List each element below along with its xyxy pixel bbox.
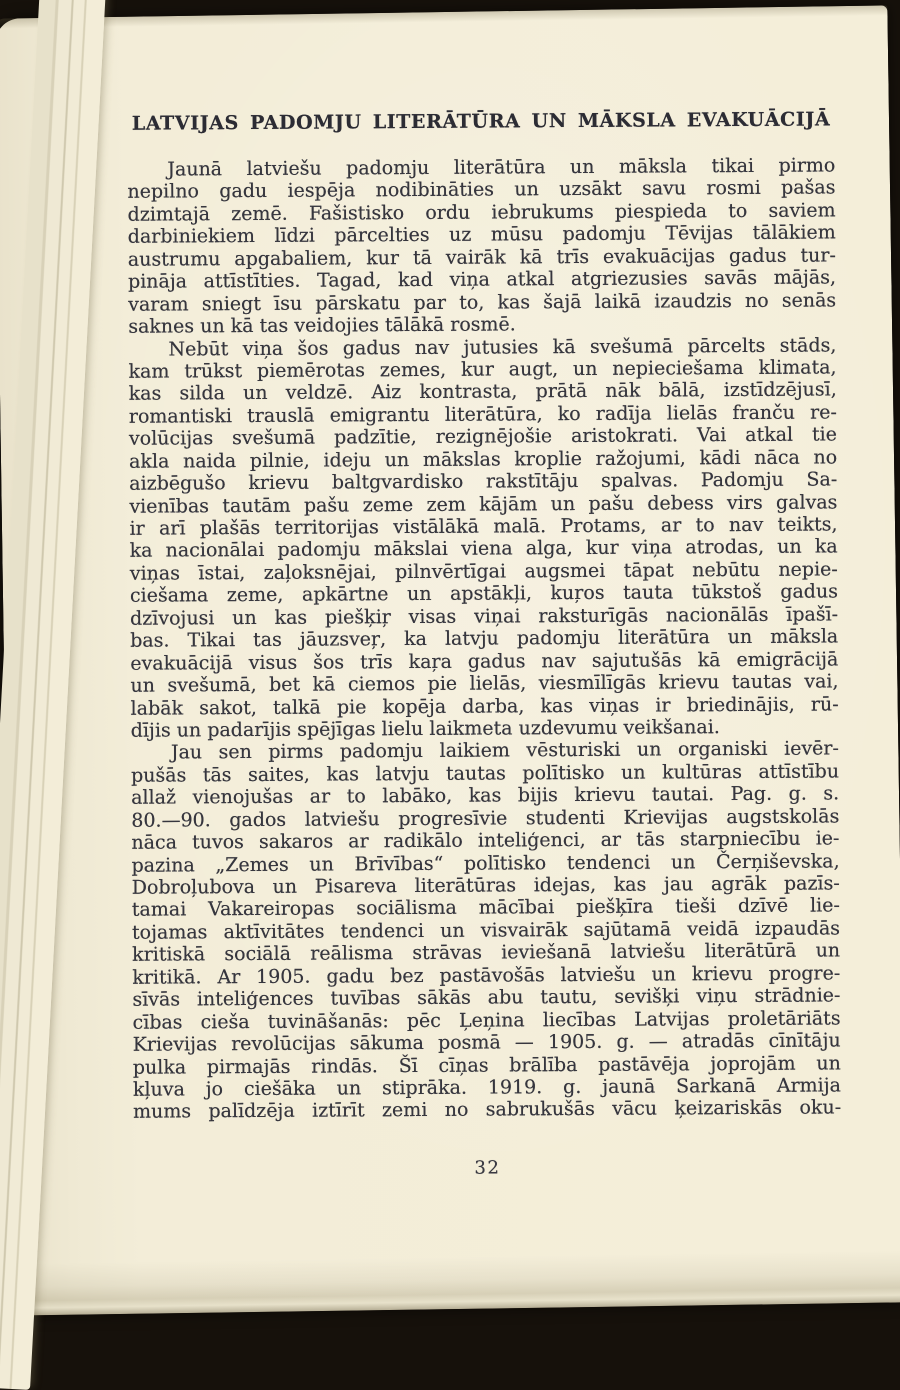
text-line: bas. Tikai tas jāuzsveŗ, ka latvju padomju literātūra un māksla [130, 625, 839, 652]
text-line: allaž vienojušas ar to labāko, kas bijis krievu tautai. Pag. g. s. [131, 782, 840, 809]
text-line: akla naida pilnie, ideju un mākslas kroplie ražojumi, kādi nāca no [129, 446, 838, 473]
text-line: nāca tuvos sakaros ar radikālo inteliģenci, ar tās starpniecību ie- [131, 827, 840, 854]
text-line: pazina „Zemes un Brīvības“ polītisko tendenci un Čerņiševska, [131, 849, 840, 877]
book-page [0, 5, 900, 1315]
text-line: Jau sen pirms padomju laikiem vēsturiski un organiski ievēr- [170, 737, 839, 764]
text-line: pināja attīstīties. Tagad, kad viņa atkal atgriezusies savās mājās, [127, 266, 837, 293]
text-line: pušās tās saites, kas latvju tautas polītisko un kultūras attīstību [130, 760, 840, 787]
body-text [127, 154, 841, 1123]
text-line: dzimtajā zemē. Fašistisko ordu iebrukums piespieda to saviem [127, 199, 836, 226]
text-line: pulka pirmajās rindās. Šī cīņas brālība pastāvēja joprojām un [132, 1051, 841, 1079]
text-column [126, 12, 841, 1180]
text-line: ir arī plašās territorijas vistālākā malā. Protams, ar to nav teikts, [129, 513, 838, 540]
text-line: dījis un padarījis spējīgas lielu laikmeta uzdevumu veikšanai. [130, 716, 720, 742]
text-line: tamai Vakareiropas sociālisma mācībai piešķīra tieši dzīvē lie- [131, 894, 840, 922]
text-line: volūcijas svešumā padzītie, rezignējošie aristokrati. Vai atkal tie [128, 423, 838, 450]
text-line: ciešama zeme, apkārtne un apstākļi, kuŗos tauta tūkstoš gadus [129, 580, 839, 608]
text-line: viņas īstai, zaļoksnējai, pilnvērtīgai augsmei tāpat nebūtu nepie- [129, 558, 838, 585]
text-line: vienības tautām pašu zeme zem kājām un pašu debess virs galvas [129, 490, 838, 518]
text-line: Nebūt viņa šos gadus nav jutusies kā svešumā pārcelts stāds, [168, 333, 837, 360]
text-line: aizbēgušo krievu baltgvardisko rakstītāju spalvas. Padomju Sa- [129, 468, 838, 495]
paragraph [131, 738, 841, 1124]
text-line: Krievijas revolūcijas sākuma posmā — 1905. g. — atradās cīnītāju [132, 1029, 841, 1056]
page-title: LATVIJAS PADOMJU LITERĀTŪRA UN MĀKSLA EVAKUĀCIJĀ [131, 108, 831, 135]
text-line: kas silda un veldzē. Aiz kontrasta, prātā nāk bālā, izstīdzējusī, [128, 378, 837, 406]
text-line: sīvās inteliģences tuvības sākās abu tautu, sevišķi viņu strādnie- [132, 984, 841, 1011]
text-line: 80.—90. gados latviešu progresīvie studenti Krievijas augstskolās [131, 805, 840, 832]
text-line: austrumu apgabaliem, kur tā vairāk kā trīs evakuācijas gadus tur- [127, 244, 836, 271]
text-line: kritiskā sociālā reālisma strāvas ieviešanā latviešu literātūrā un [132, 939, 841, 967]
text-line: mums palīdzēja iztīrīt zemi no sabrukušās vācu ķeizariskās oku- [133, 1096, 842, 1124]
paragraph [128, 334, 838, 742]
text-line: darbiniekiem līdzi pārcelties uz mūsu padomju Tēvijas tālākiem [127, 221, 836, 249]
text-line: nepilno gadu iespēja nodibināties un uzsākt savu rosmi pašas [127, 176, 836, 204]
text-line: ka nacionālai padomju mākslai viena alga, kur viņa atrodas, un ka [129, 535, 838, 563]
text-line: kļuva jo ciešāka un stiprāka. 1919. g. jaunā Sarkanā Armija [132, 1074, 842, 1101]
text-line: evakuācijā visus šos trīs kaŗa gadus nav sajutušās kā emigrācijā [130, 648, 839, 675]
text-line: kam trūkst piemērotas zemes, kur augt, un nepieciešama klimata, [128, 356, 837, 383]
text-line: kritikā. Ar 1905. gadu bez pastāvošās latviešu un krievu progre- [132, 962, 841, 989]
text-line: Jaunā latviešu padomju literātūra un māksla tikai pirmo [167, 154, 836, 181]
text-line: cības cieša tuvināšanās: pēc Ļeņina liecības Latvijas proletāriāts [132, 1007, 841, 1034]
text-line: labāk sakot, talkā pie kopēja darba, kas viņas ir briedinājis, rū- [130, 692, 839, 720]
text-line: tojamas aktīvitātes tendenci un visvairāk sajūtamā veidā izpaudās [131, 917, 841, 944]
text-line: un svešumā, bet kā ciemos pie lielās, viesmīlīgās krievu tautas vai, [130, 670, 839, 697]
text-line: dzīvojusi un kas piešķiŗ visas viņai raksturīgās nacionālās īpašī- [130, 603, 839, 630]
text-line: romantiski trauslā emigrantu literātūra, ko radīja lielās franču re- [128, 401, 837, 428]
text-line: Dobroļubova un Pisareva literātūras idejas, kas jau agrāk pazīs- [131, 872, 840, 899]
paragraph [127, 154, 836, 338]
text-line: saknes un kā tas veidojies tālākā rosmē. [128, 313, 516, 338]
page-number: 32 [474, 1157, 501, 1179]
text-line: varam sniegt īsu pārskatu par to, kas šajā laikā izaudzis no senās [128, 289, 837, 316]
